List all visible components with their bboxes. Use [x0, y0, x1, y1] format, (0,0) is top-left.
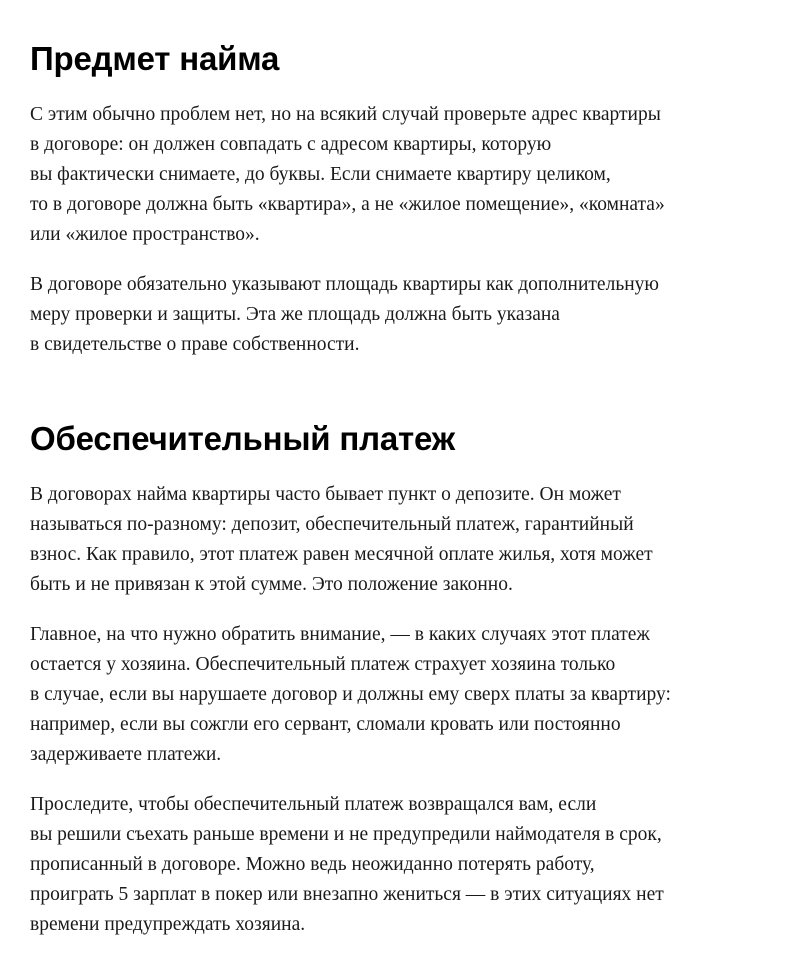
paragraph-line: прописанный в договоре. Можно ведь неожиданно потерять работу, — [30, 854, 595, 875]
paragraph-line: то в договоре должна быть «квартира», а не «жилое помещение», «комната» — [30, 194, 665, 215]
paragraph-line: в договоре: он должен совпадать с адресом квартиры, которую — [30, 134, 552, 155]
paragraph-line: остается у хозяина. Обеспечительный платеж страхует хозяина только — [30, 654, 616, 675]
paragraph-line: В договорах найма квартиры часто бывает пункт о депозите. Он может — [30, 484, 621, 505]
paragraph-deposit-return — [30, 790, 664, 940]
paragraph-line: взнос. Как правило, этот платеж равен месячной оплате жилья, хотя может — [30, 544, 653, 565]
paragraph-line: задерживаете платежи. — [30, 744, 222, 765]
paragraph-line: С этим обычно проблем нет, но на всякий случай проверьте адрес квартиры — [30, 104, 661, 125]
section-heading-deposit: Обеспечительный платеж — [30, 420, 455, 457]
paragraph-line: вы решили съехать раньше времени и не предупредили наймодателя в срок, — [30, 824, 662, 845]
paragraph-line: времени предупреждать хозяина. — [30, 914, 306, 935]
paragraph-line: вы фактически снимаете, до буквы. Если снимаете квартиру целиком, — [30, 164, 611, 185]
paragraph-line: называться по-разному: депозит, обеспечительный платеж, гарантийный — [30, 514, 634, 535]
paragraph-deposit-intro — [30, 480, 653, 600]
paragraph-deposit-conditions — [30, 620, 671, 770]
paragraph-line: Проследите, чтобы обеспечительный платеж возвращался вам, если — [30, 794, 597, 815]
paragraph-line: Главное, на что нужно обратить внимание, — в каких случаях этот платеж — [30, 624, 650, 645]
paragraph-line: например, если вы сожгли его сервант, сломали кровать или постоянно — [30, 714, 621, 735]
paragraph-line: меру проверки и защиты. Эта же площадь должна быть указана — [30, 304, 560, 325]
paragraph-line: в свидетельстве о праве собственности. — [30, 334, 360, 355]
paragraph-subject-area — [30, 270, 659, 360]
section-heading-subject: Предмет найма — [30, 40, 280, 77]
paragraph-line: В договоре обязательно указывают площадь квартиры как дополнительную — [30, 274, 659, 295]
paragraph-line: быть и не привязан к этой сумме. Это положение законно. — [30, 574, 513, 595]
paragraph-line: в случае, если вы нарушаете договор и должны ему сверх платы за квартиру: — [30, 684, 671, 705]
paragraph-line: или «жилое пространство». — [30, 224, 260, 245]
paragraph-subject-address — [30, 100, 665, 250]
paragraph-line: проиграть 5 зарплат в покер или внезапно жениться — в этих ситуациях нет — [30, 884, 664, 905]
